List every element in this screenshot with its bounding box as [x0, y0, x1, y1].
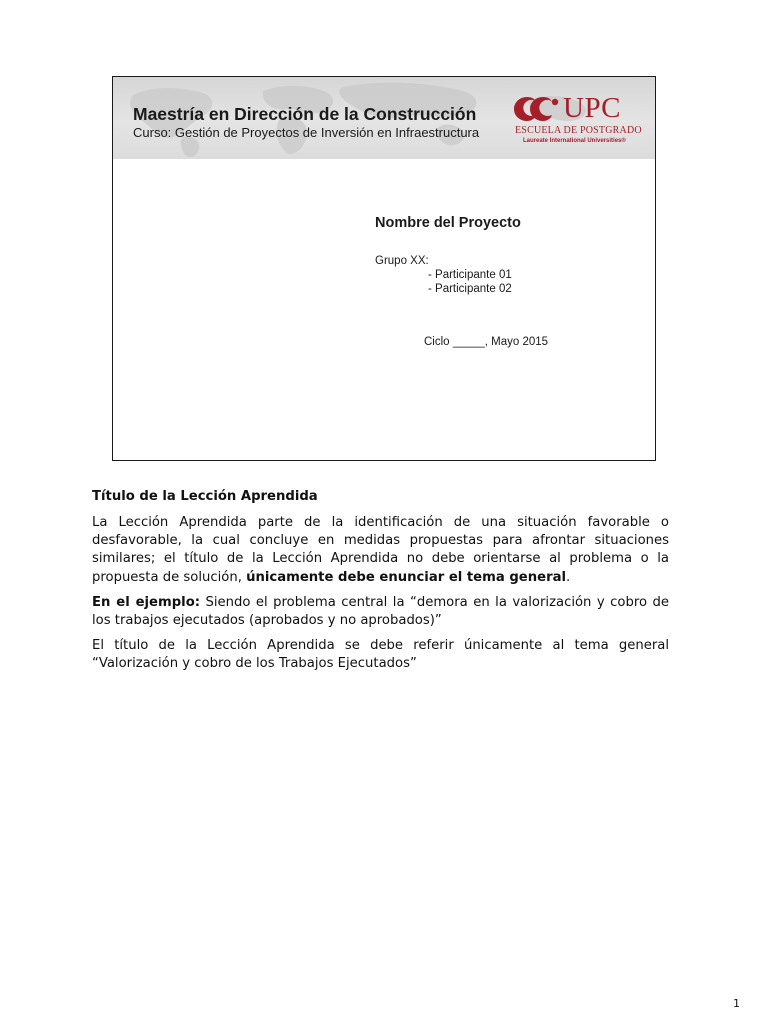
document-body — [92, 488, 669, 681]
project-name: Nombre del Proyecto — [375, 215, 521, 231]
section-heading: Título de la Lección Aprendida — [92, 489, 318, 504]
paragraph-intro-end: . — [566, 569, 571, 585]
paragraph-intro-text: La Lección Aprendida parte de la identificación de una situación favorable o desfavorable, la cual concluye en medidas propuestas para afrontar situaciones similares; el título de la Lección Aprendida no debe orientarse al problema o la propuesta de solución, — [92, 515, 669, 585]
upc-logo — [513, 91, 643, 149]
paragraph-conclusion: El título de la Lección Aprendida se debe referir únicamente al tema general “Valorización y cobro de los Trabajos Ejecutados” — [92, 638, 669, 672]
page-number: 1 — [733, 997, 740, 1010]
cycle-date: Ciclo _____, Mayo 2015 — [424, 336, 549, 348]
paragraph-intro-emphasis: únicamente debe enunciar el tema general — [246, 569, 566, 585]
example-label: En el ejemplo: — [92, 594, 201, 610]
slide-title: Maestría en Dirección de la Construcción — [133, 104, 477, 124]
group-label: Grupo XX: — [375, 255, 429, 267]
participant-1: - Participante 01 — [428, 269, 512, 281]
logo-school: ESCUELA DE POSTGRADO — [515, 125, 642, 136]
participant-2: - Participante 02 — [428, 283, 512, 295]
logo-brand: UPC — [563, 92, 621, 124]
slide-preview — [112, 76, 656, 461]
paragraph-example — [92, 594, 669, 630]
upc-emblem-icon — [513, 93, 563, 123]
slide-subtitle: Curso: Gestión de Proyectos de Inversión en Infraestructura — [133, 125, 480, 140]
slide-header — [113, 77, 655, 159]
paragraph-intro — [92, 514, 669, 587]
logo-network: Laureate International Universities® — [523, 138, 626, 144]
example-text: Siendo el problema central la “demora en la valorización y cobro de los trabajos ejecutados (aprobados y no aprobados)” — [92, 594, 669, 629]
